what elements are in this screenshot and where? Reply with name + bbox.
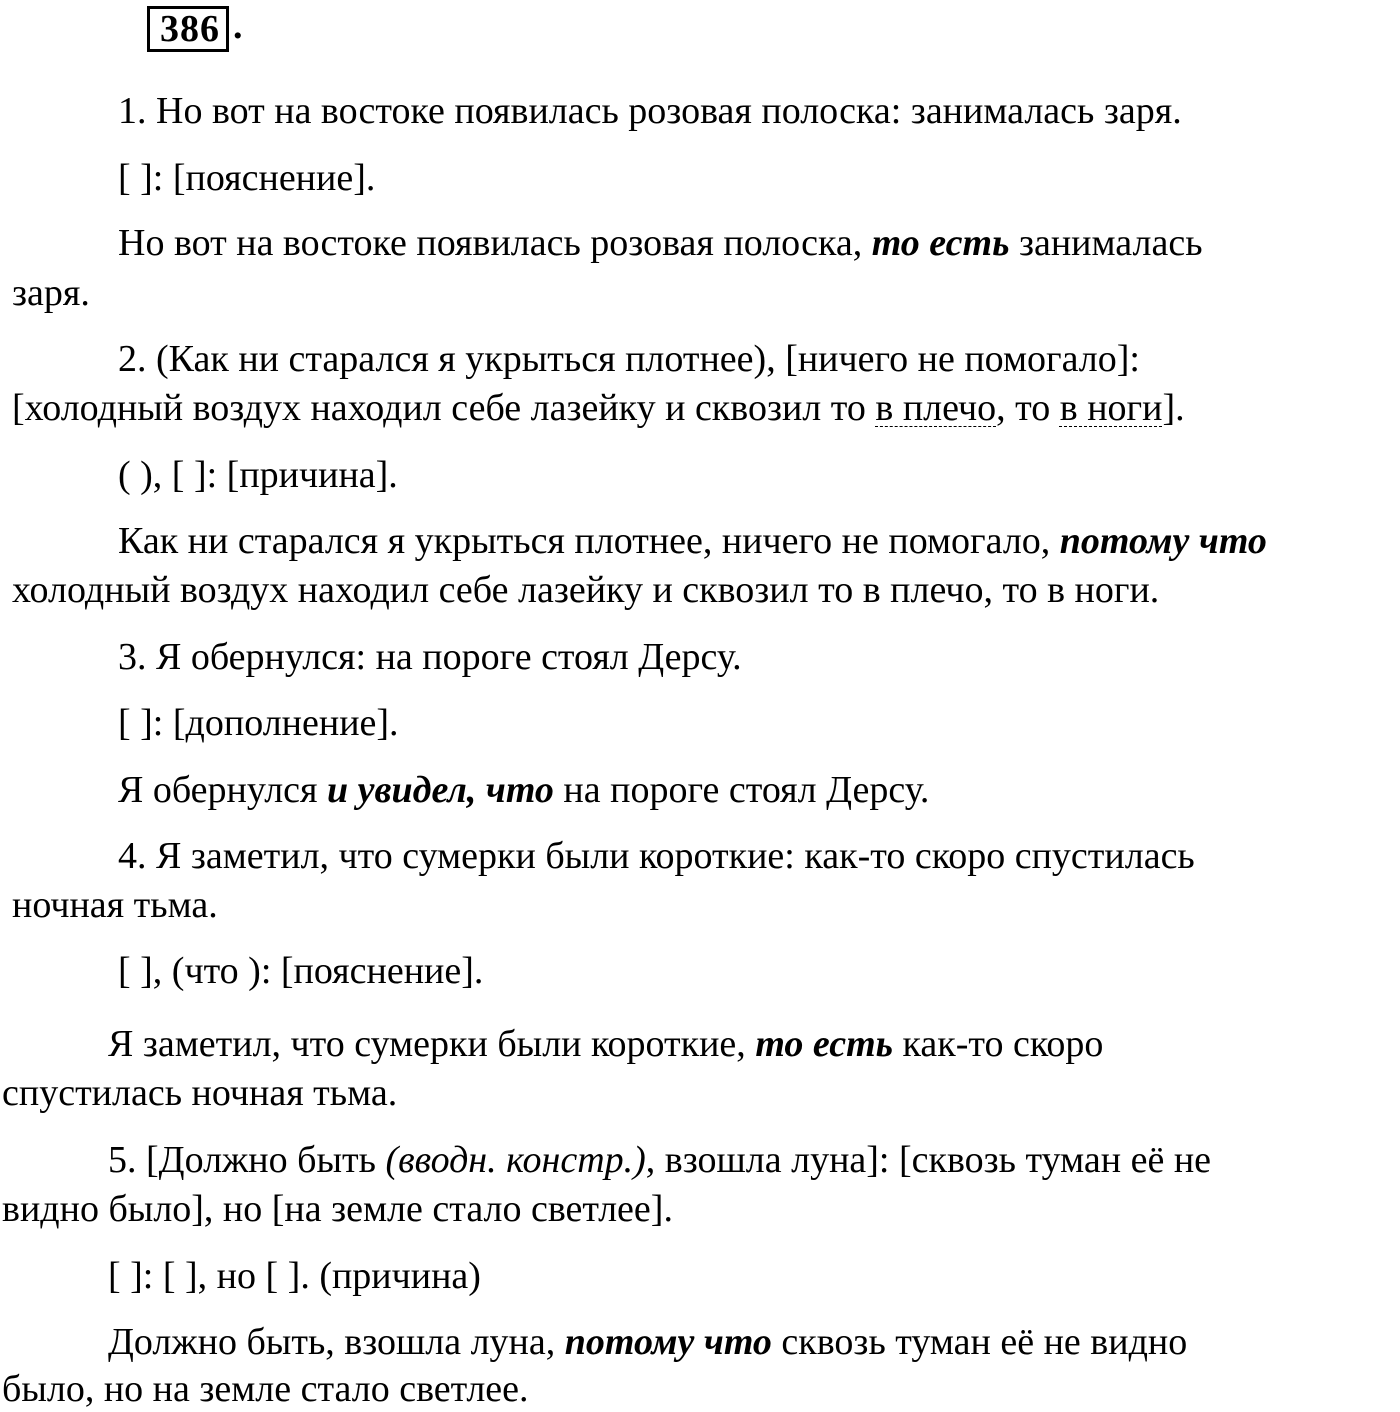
item3-sentence: 3. Я обернулся: на пороге стоял Дерсу.	[118, 636, 742, 678]
item4-rewrite-line2: спустилась ночная тьма.	[2, 1072, 398, 1114]
item5-scheme: [ ]: [ ], но [ ]. (причина)	[108, 1255, 481, 1297]
item5-sentence-line2: видно было], но [на земле стало светлее].	[2, 1188, 673, 1230]
item1-rewrite-line1	[118, 220, 1203, 266]
item3-scheme: [ ]: [дополнение].	[118, 702, 399, 744]
item4-rewrite-text-a: Я заметил, что сумерки были короткие,	[108, 1023, 756, 1065]
item5-sentence-text-b: , взошла луна]: [сквозь туман её не	[645, 1139, 1212, 1181]
item4-sentence-line1: 4. Я заметил, что сумерки были короткие: как-то скоро спустилась	[118, 835, 1195, 877]
item5-sentence-text-a: 5. [Должно быть	[108, 1139, 386, 1181]
item5-parenthetical-note: (вводн. констр.)	[385, 1139, 646, 1181]
item5-rewrite-text-b: сквозь туман её не видно	[771, 1321, 1188, 1363]
item2-rewrite-line1	[118, 518, 1267, 564]
item1-scheme: [ ]: [пояснение].	[118, 157, 376, 199]
exercise-number-dot: .	[233, 5, 243, 47]
item2-conjunction: потому что	[1059, 520, 1267, 562]
item2-sentence-line1: 2. (Как ни старался я укрыться плотнее), [ничего не помогало]:	[118, 338, 1140, 380]
item1-rewrite-text-b: занималась	[1009, 222, 1203, 264]
item4-rewrite-text-b: как-то скоро	[893, 1023, 1104, 1065]
item5-rewrite-text-a: Должно быть, взошла луна,	[108, 1321, 565, 1363]
item4-scheme: [ ], (что ): [пояснение].	[118, 950, 484, 992]
item2-scheme: ( ), [ ]: [причина].	[118, 454, 398, 496]
item2-rewrite-line2: холодный воздух находил себе лазейку и сквозил то в плечо, то в ноги.	[12, 569, 1160, 611]
item2-sentence-text-b: , то	[996, 387, 1060, 429]
item3-rewrite-text-a: Я обернулся	[118, 769, 328, 811]
item4-conjunction: то есть	[755, 1023, 894, 1065]
item5-rewrite-line1	[108, 1319, 1187, 1365]
item1-conjunction: то есть	[871, 222, 1010, 264]
item4-sentence-line2: ночная тьма.	[12, 884, 218, 926]
item5-sentence-line1	[108, 1137, 1211, 1183]
item3-rewrite-text-b: на пороге стоял Дерсу.	[553, 769, 930, 811]
item1-sentence: 1. Но вот на востоке появилась розовая полоска: занималась заря.	[118, 90, 1182, 132]
item1-rewrite-text-a: Но вот на востоке появилась розовая полоска,	[118, 222, 872, 264]
item3-rewrite	[118, 767, 929, 813]
exercise-number: 386	[147, 6, 229, 52]
item5-rewrite-line2: было, но на земле стало светлее.	[2, 1368, 529, 1410]
item4-rewrite-line1	[108, 1021, 1103, 1067]
item2-sentence-text-a: [холодный воздух находил себе лазейку и сквозил то	[12, 387, 876, 429]
item1-rewrite-line2: заря.	[12, 272, 90, 314]
item2-rewrite-text-a: Как ни старался я укрыться плотнее, ничего не помогало,	[118, 520, 1060, 562]
item2-sentence-text-c: ].	[1162, 387, 1185, 429]
item2-underlined-circumstance-2: в ноги	[1059, 387, 1163, 429]
item2-sentence-line2	[12, 385, 1185, 431]
item3-conjunction: и увидел, что	[327, 769, 554, 811]
item2-underlined-circumstance-1: в плечо	[875, 387, 997, 429]
item5-conjunction: потому что	[564, 1321, 772, 1363]
